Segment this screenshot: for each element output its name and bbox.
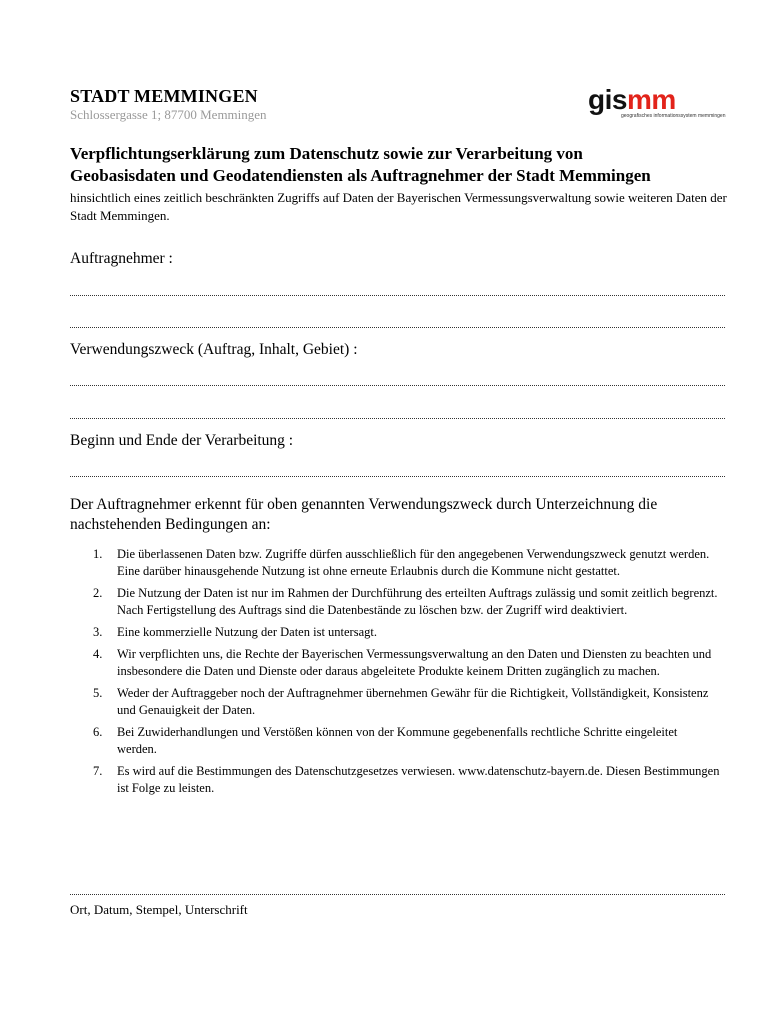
condition-number: 2. bbox=[93, 586, 103, 600]
verwendungszweck-label: Verwendungszweck (Auftrag, Inhalt, Gebiet) : bbox=[70, 341, 358, 358]
beginn-ende-field-line[interactable] bbox=[70, 476, 725, 478]
condition-item bbox=[70, 646, 720, 680]
org-address: Schlossergasse 1; 87700 Memmingen bbox=[70, 107, 267, 122]
gismm-logo bbox=[588, 84, 726, 122]
auftragnehmer-field-line-1[interactable] bbox=[70, 295, 725, 297]
condition-item bbox=[70, 546, 720, 580]
title-line-1: Verpflichtungserklärung zum Datenschutz sowie zur Verarbeitung von bbox=[70, 144, 583, 163]
signature-field-line[interactable] bbox=[70, 894, 725, 896]
condition-item bbox=[70, 685, 720, 719]
signature-label: Ort, Datum, Stempel, Unterschrift bbox=[70, 902, 248, 917]
condition-text: Weder der Auftraggeber noch der Auftragnehmer übernehmen Gewähr für die Richtigkeit, Vollständigkeit, Konsistenz und Genauigkeit der Daten. bbox=[117, 686, 709, 717]
condition-text: Die Nutzung der Daten ist nur im Rahmen der Durchführung des erteilten Auftrags zulässig und somit zeitlich begrenzt. Nach Fertigstellung des Auftrags sind die Datenbestände zu löschen bzw. der Zugriff wird deaktiviert. bbox=[117, 586, 718, 617]
condition-number: 3. bbox=[93, 625, 103, 639]
condition-text: Es wird auf die Bestimmungen des Datenschutzgesetzes verwiesen. www.datenschutz-bayern.de. Diesen Bestimmungen ist Folge zu leisten. bbox=[117, 764, 720, 795]
document-title bbox=[70, 143, 730, 187]
document-subtitle: hinsichtlich eines zeitlich beschränkten Zugriffs auf Daten der Bayerischen Vermessungsverwaltung sowie weiteren Daten der Stadt Memmingen. bbox=[70, 190, 727, 223]
condition-number: 6. bbox=[93, 725, 103, 739]
verwendungszweck-field-line-2[interactable] bbox=[70, 418, 725, 420]
auftragnehmer-field-line-2[interactable] bbox=[70, 327, 725, 329]
conditions-intro: Der Auftragnehmer erkennt für oben genannten Verwendungszweck durch Unterzeichnung die nachstehenden Bedingungen an: bbox=[70, 496, 658, 533]
logo-gis-text: gis bbox=[588, 84, 627, 115]
conditions-list bbox=[70, 546, 720, 802]
condition-text: Bei Zuwiderhandlungen und Verstößen können von der Kommune gegebenenfalls rechtliche Schritte eingeleitet werden. bbox=[117, 725, 678, 756]
beginn-ende-label: Beginn und Ende der Verarbeitung : bbox=[70, 432, 294, 449]
logo-wordmark bbox=[588, 86, 676, 114]
logo-tagline: geografisches informationssystem memmingen bbox=[621, 113, 726, 119]
auftragnehmer-label: Auftragnehmer : bbox=[70, 250, 173, 267]
verwendungszweck-field-line-1[interactable] bbox=[70, 385, 725, 387]
condition-text: Eine kommerzielle Nutzung der Daten ist untersagt. bbox=[117, 625, 377, 639]
condition-number: 5. bbox=[93, 686, 103, 700]
condition-text: Wir verpflichten uns, die Rechte der Bayerischen Vermessungsverwaltung an den Daten und Diensten zu beachten und insbesondere die Daten und Dienste oder daraus abgeleitete Produkte keinem Dritten zugänglich zu machen. bbox=[117, 647, 712, 678]
condition-number: 4. bbox=[93, 647, 103, 661]
condition-item bbox=[70, 763, 720, 797]
condition-text: Die überlassenen Daten bzw. Zugriffe dürfen ausschließlich für den angegebenen Verwendungszweck genutzt werden. Eine darüber hinausgehende Nutzung ist ohne erneute Erlaubnis durch die Kommune nicht gestattet. bbox=[117, 547, 710, 578]
condition-number: 1. bbox=[93, 547, 103, 561]
condition-item bbox=[70, 724, 720, 758]
title-line-2: Geobasisdaten und Geodatendiensten als Auftragnehmer der Stadt Memmingen bbox=[70, 166, 651, 185]
condition-item bbox=[70, 585, 720, 619]
org-name: STADT MEMMINGEN bbox=[70, 86, 258, 106]
condition-number: 7. bbox=[93, 764, 103, 778]
condition-item bbox=[70, 624, 720, 641]
logo-mm-text: mm bbox=[626, 84, 676, 115]
